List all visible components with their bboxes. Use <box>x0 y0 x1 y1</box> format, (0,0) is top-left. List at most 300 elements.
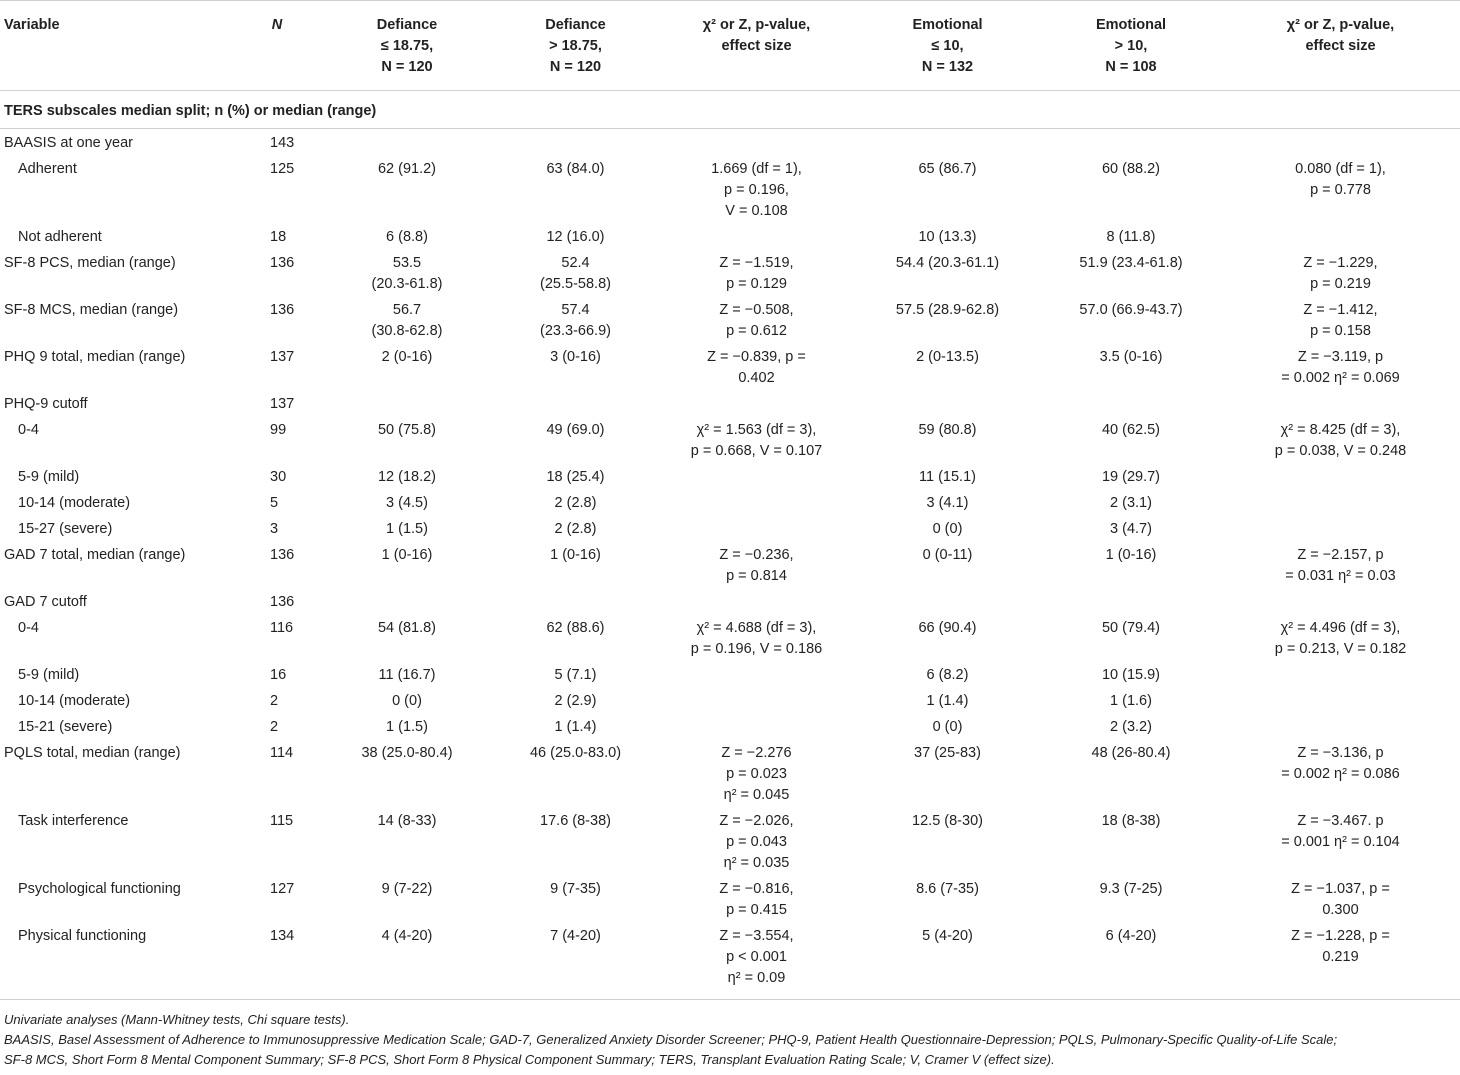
cell-line: 6 (8.8) <box>386 229 428 245</box>
stat-defiance-cell <box>659 463 854 489</box>
stat-defiance-cell <box>659 614 854 661</box>
emotional-high-cell <box>1041 296 1221 343</box>
stat-defiance-cell <box>659 155 854 223</box>
variable-cell: Psychological functioning <box>18 881 181 897</box>
stat-defiance-cell <box>659 687 854 713</box>
defiance-high-cell <box>492 249 659 296</box>
defiance-high-cell <box>492 588 659 614</box>
table-row <box>0 661 1460 687</box>
stat-defiance-cell <box>659 296 854 343</box>
cell-line: p = 0.219 <box>1310 276 1371 292</box>
variable-cell: SF-8 MCS, median (range) <box>4 302 179 318</box>
cell-line: p = 0.612 <box>726 323 787 339</box>
table-row <box>0 541 1460 588</box>
stat-defiance-cell <box>659 922 854 1000</box>
n-cell: 137 <box>270 349 295 365</box>
emotional-low-cell <box>854 875 1041 922</box>
table-row <box>0 922 1460 1000</box>
cell-line: 0 (0-11) <box>922 547 973 563</box>
variable-cell: BAASIS at one year <box>4 135 133 151</box>
emotional-high-cell <box>1041 343 1221 390</box>
n-cell: 2 <box>270 693 279 709</box>
n-cell: 116 <box>270 620 294 636</box>
stat-emotional-cell <box>1221 296 1460 343</box>
col-n: N <box>232 1 322 91</box>
emotional-low-cell <box>854 614 1041 661</box>
cell-line: 14 (8-33) <box>377 813 437 829</box>
variable-cell: 10-14 (moderate) <box>18 693 131 709</box>
stat-defiance-cell <box>659 129 854 156</box>
emotional-high-cell <box>1041 739 1221 807</box>
defiance-high-cell <box>492 463 659 489</box>
defiance-low-cell <box>322 687 492 713</box>
cell-line: (23.3-66.9) <box>540 323 611 339</box>
defiance-low-cell <box>322 807 492 875</box>
cell-line: 66 (90.4) <box>918 620 977 636</box>
emotional-low-cell <box>854 463 1041 489</box>
emotional-high-cell <box>1041 390 1221 416</box>
col-stat-emotional: χ² or Z, p-value, effect size <box>1221 1 1460 91</box>
stat-defiance-cell <box>659 223 854 249</box>
n-cell: 16 <box>270 667 287 683</box>
variable-cell: GAD 7 total, median (range) <box>4 547 186 563</box>
cell-line: 18 (8-38) <box>1101 813 1161 829</box>
n-cell: 143 <box>270 135 295 151</box>
variable-cell: PHQ 9 total, median (range) <box>4 349 186 365</box>
cell-line: Z = −0.839, p = <box>707 349 806 365</box>
cell-line: p = 0.778 <box>1310 182 1371 198</box>
section-row <box>0 91 1460 129</box>
cell-line: 11 (15.1) <box>919 469 976 485</box>
table-row <box>0 463 1460 489</box>
cell-line: Z = −2.026, <box>719 813 794 829</box>
cell-line: p < 0.001 <box>726 949 787 965</box>
defiance-high-cell <box>492 390 659 416</box>
stat-emotional-cell <box>1221 588 1460 614</box>
cell-line: = 0.001 η² = 0.104 <box>1281 834 1400 850</box>
cell-line: 51.9 (23.4-61.8) <box>1079 255 1183 271</box>
table-row <box>0 515 1460 541</box>
cell-line: 1 (0-16) <box>381 547 433 563</box>
cell-line: Z = −3.554, <box>719 928 794 944</box>
emotional-low-cell <box>854 807 1041 875</box>
defiance-high-cell <box>492 875 659 922</box>
cell-line: 50 (75.8) <box>377 422 437 438</box>
variable-cell: 10-14 (moderate) <box>18 495 131 511</box>
n-cell: 134 <box>232 922 322 1000</box>
table-row <box>0 390 1460 416</box>
cell-line: 1 (1.4) <box>926 693 969 709</box>
table-row <box>0 129 1460 156</box>
table-row <box>0 296 1460 343</box>
table-row <box>0 875 1460 922</box>
defiance-high-cell <box>492 296 659 343</box>
cell-line: 1 (1.5) <box>386 521 428 537</box>
cell-line: V = 0.108 <box>725 203 788 219</box>
cell-line: 6 (4-20) <box>1105 928 1157 944</box>
stat-defiance-cell <box>659 713 854 739</box>
cell-line: Z = −0.816, <box>719 881 794 897</box>
cell-line: 0.219 <box>1322 949 1359 965</box>
cell-line: 6 (8.2) <box>926 667 969 683</box>
cell-line: 12 (16.0) <box>546 229 605 245</box>
emotional-low-cell <box>854 713 1041 739</box>
cell-line: 12 (18.2) <box>377 469 437 485</box>
cell-line: Z = −3.136, p <box>1297 745 1384 761</box>
cell-line: p = 0.213, V = 0.182 <box>1274 641 1407 657</box>
cell-line: = 0.002 η² = 0.069 <box>1281 370 1400 386</box>
defiance-low-cell <box>322 922 492 1000</box>
col-emotional-high: Emotional > 10, N = 108 <box>1041 1 1221 91</box>
n-cell: 5 <box>270 495 279 511</box>
emotional-low-cell <box>854 249 1041 296</box>
emotional-high-cell <box>1041 687 1221 713</box>
header-row <box>0 1 1460 91</box>
emotional-low-cell <box>854 541 1041 588</box>
n-cell: 115 <box>270 813 294 829</box>
table-row <box>0 223 1460 249</box>
defiance-high-cell <box>492 129 659 156</box>
cell-line: 8.6 (7-35) <box>916 881 979 897</box>
cell-line: 2 (3.1) <box>1110 495 1152 511</box>
emotional-high-cell <box>1041 713 1221 739</box>
variable-cell: PQLS total, median (range) <box>4 745 181 761</box>
cell-line: 1 (1.6) <box>1110 693 1152 709</box>
cell-line: p = 0.043 <box>726 834 787 850</box>
stat-emotional-cell <box>1221 515 1460 541</box>
defiance-high-cell <box>492 541 659 588</box>
cell-line: Z = −1.228, p = <box>1291 928 1390 944</box>
n-cell: 136 <box>270 547 295 563</box>
cell-line: 10 (13.3) <box>918 229 977 245</box>
cell-line: 1 (0-16) <box>550 547 601 563</box>
n-cell: 136 <box>270 255 295 271</box>
variable-cell: Physical functioning <box>0 922 232 1000</box>
defiance-low-cell <box>322 541 492 588</box>
stat-emotional-cell <box>1221 223 1460 249</box>
variable-cell: 15-21 (severe) <box>18 719 113 735</box>
cell-line: η² = 0.035 <box>723 855 790 871</box>
stat-defiance-cell <box>659 541 854 588</box>
cell-line: 2 (2.9) <box>554 693 597 709</box>
cell-line: 17.6 (8-38) <box>540 813 611 829</box>
defiance-high-cell <box>492 739 659 807</box>
col-stat-defiance: χ² or Z, p-value, effect size <box>659 1 854 91</box>
defiance-low-cell <box>322 661 492 687</box>
defiance-low-cell <box>322 713 492 739</box>
stat-defiance-cell <box>659 416 854 463</box>
n-cell: 18 <box>270 229 287 245</box>
stat-defiance-cell <box>659 875 854 922</box>
stat-defiance-cell <box>659 515 854 541</box>
col-defiance-high: Defiance > 18.75, N = 120 <box>492 1 659 91</box>
cell-line: 62 (88.6) <box>546 620 605 636</box>
cell-line: χ² = 8.425 (df = 3), <box>1280 422 1401 438</box>
cell-line: p = 0.196, V = 0.186 <box>690 641 823 657</box>
cell-line: 12.5 (8-30) <box>912 813 983 829</box>
cell-line: = 0.002 η² = 0.086 <box>1281 766 1400 782</box>
defiance-low-cell <box>322 249 492 296</box>
variable-cell: Task interference <box>18 813 129 829</box>
cell-line: 2 (3.2) <box>1110 719 1152 735</box>
cell-line: 5 (4-20) <box>922 928 973 944</box>
variable-cell: Not adherent <box>18 229 102 245</box>
table-row <box>0 588 1460 614</box>
emotional-low-cell <box>854 223 1041 249</box>
cell-line: 57.0 (66.9-43.7) <box>1079 302 1183 318</box>
variable-cell: 15-27 (severe) <box>18 521 113 537</box>
cell-line: = 0.031 η² = 0.03 <box>1285 568 1396 584</box>
cell-line: 2 (0-16) <box>381 349 433 365</box>
cell-line: 49 (69.0) <box>546 422 605 438</box>
cell-line: p = 0.158 <box>1310 323 1371 339</box>
emotional-low-cell <box>854 155 1041 223</box>
variable-cell: 5-9 (mild) <box>18 469 80 485</box>
cell-line: 18 (25.4) <box>546 469 605 485</box>
emotional-high-cell <box>1041 614 1221 661</box>
defiance-low-cell <box>322 296 492 343</box>
emotional-low-cell <box>854 687 1041 713</box>
n-cell: 99 <box>270 422 287 438</box>
defiance-high-cell <box>492 614 659 661</box>
defiance-high-cell <box>492 343 659 390</box>
cell-line: 46 (25.0-83.0) <box>529 745 622 761</box>
variable-cell: SF-8 PCS, median (range) <box>4 255 176 271</box>
stat-defiance-cell <box>659 661 854 687</box>
cell-line: Z = −3.119, p <box>1297 349 1384 365</box>
table-row <box>0 249 1460 296</box>
table-row <box>0 687 1460 713</box>
emotional-low-cell <box>854 489 1041 515</box>
emotional-low-cell <box>854 296 1041 343</box>
cell-line: 7 (4-20) <box>550 928 601 944</box>
cell-line: 1 (1.4) <box>554 719 597 735</box>
emotional-low-cell <box>854 588 1041 614</box>
n-cell: 3 <box>270 521 279 537</box>
emotional-high-cell <box>1041 249 1221 296</box>
emotional-high-cell <box>1041 129 1221 156</box>
defiance-high-cell <box>492 416 659 463</box>
n-cell: 137 <box>270 396 295 412</box>
cell-line: 62 (91.2) <box>377 161 437 177</box>
stat-emotional-cell <box>1221 249 1460 296</box>
cell-line: Z = −2.276 <box>721 745 792 761</box>
emotional-high-cell <box>1041 922 1221 1000</box>
emotional-low-cell <box>854 129 1041 156</box>
cell-line: p = 0.023 <box>726 766 787 782</box>
stat-emotional-cell <box>1221 713 1460 739</box>
defiance-low-cell <box>322 155 492 223</box>
cell-line: χ² = 4.496 (df = 3), <box>1280 620 1401 636</box>
defiance-high-cell <box>492 807 659 875</box>
variable-cell: 0-4 <box>18 422 39 438</box>
stat-emotional-cell <box>1221 390 1460 416</box>
emotional-high-cell <box>1041 807 1221 875</box>
cell-line: 9 (7-22) <box>381 881 433 897</box>
emotional-high-cell <box>1041 463 1221 489</box>
stat-defiance-cell <box>659 739 854 807</box>
stat-emotional-cell <box>1221 739 1460 807</box>
cell-line: 0.402 <box>738 370 775 386</box>
defiance-low-cell <box>322 739 492 807</box>
emotional-high-cell <box>1041 661 1221 687</box>
cell-line: p = 0.129 <box>726 276 787 292</box>
defiance-low-cell <box>322 223 492 249</box>
cell-line: 0 (0) <box>932 521 963 537</box>
cell-line: 8 (11.8) <box>1106 229 1156 245</box>
cell-line: 9.3 (7-25) <box>1099 881 1163 897</box>
stat-emotional-cell <box>1221 489 1460 515</box>
col-emotional-low: Emotional ≤ 10, N = 132 <box>854 1 1041 91</box>
cell-line: 53.5 <box>392 255 422 271</box>
col-variable: Variable <box>0 1 232 91</box>
defiance-high-cell <box>492 155 659 223</box>
cell-line: 40 (62.5) <box>1101 422 1161 438</box>
cell-line: 52.4 <box>561 255 590 271</box>
cell-line: 1.669 (df = 1), <box>711 161 802 177</box>
cell-line: χ² = 1.563 (df = 3), <box>696 422 817 438</box>
cell-line: χ² = 4.688 (df = 3), <box>696 620 817 636</box>
emotional-low-cell <box>854 416 1041 463</box>
cell-line: 3 (0-16) <box>550 349 601 365</box>
stat-emotional-cell <box>1221 155 1460 223</box>
cell-line: 38 (25.0-80.4) <box>361 745 453 761</box>
cell-line: p = 0.038, V = 0.248 <box>1274 443 1407 459</box>
defiance-low-cell <box>322 515 492 541</box>
emotional-high-cell <box>1041 155 1221 223</box>
emotional-high-cell <box>1041 588 1221 614</box>
cell-line: 11 (16.7) <box>378 667 436 683</box>
variable-cell: PHQ-9 cutoff <box>4 396 88 412</box>
cell-line: p = 0.814 <box>726 568 787 584</box>
table-row <box>0 614 1460 661</box>
cell-line: 9 (7-35) <box>550 881 601 897</box>
emotional-high-cell <box>1041 541 1221 588</box>
stat-emotional-cell <box>1221 687 1460 713</box>
stat-emotional-cell <box>1221 463 1460 489</box>
stat-emotional-cell <box>1221 614 1460 661</box>
stat-emotional-cell <box>1221 922 1460 1000</box>
defiance-low-cell <box>322 463 492 489</box>
cell-line: p = 0.668, V = 0.107 <box>690 443 823 459</box>
defiance-low-cell <box>322 390 492 416</box>
cell-line: Z = −1.519, <box>719 255 794 271</box>
cell-line: p = 0.415 <box>726 902 787 918</box>
cell-line: (30.8-62.8) <box>371 323 443 339</box>
emotional-low-cell <box>854 390 1041 416</box>
variable-cell: Adherent <box>18 161 77 177</box>
cell-line: 2 (2.8) <box>554 521 597 537</box>
table-body <box>0 91 1460 1000</box>
stat-emotional-cell <box>1221 661 1460 687</box>
table-row <box>0 713 1460 739</box>
n-cell: 136 <box>270 594 295 610</box>
cell-line: 0.300 <box>1322 902 1359 918</box>
stat-defiance-cell <box>659 390 854 416</box>
cell-line: Z = −1.412, <box>1303 302 1378 318</box>
defiance-low-cell <box>322 588 492 614</box>
cell-line: 3 (4.7) <box>1110 521 1152 537</box>
stat-defiance-cell <box>659 807 854 875</box>
table-row <box>0 807 1460 875</box>
stat-defiance-cell <box>659 588 854 614</box>
cell-line: 1 (0-16) <box>1105 547 1157 563</box>
cell-line: 63 (84.0) <box>546 161 605 177</box>
stat-emotional-cell <box>1221 416 1460 463</box>
table-row <box>0 739 1460 807</box>
n-cell: 127 <box>270 881 295 897</box>
cell-line: 2 (0-13.5) <box>916 349 979 365</box>
variable-cell: 5-9 (mild) <box>18 667 80 683</box>
cell-line: 3 (4.5) <box>386 495 428 511</box>
variable-cell: 0-4 <box>18 620 39 636</box>
cell-line: 54 (81.8) <box>377 620 437 636</box>
emotional-low-cell <box>854 661 1041 687</box>
n-cell: 136 <box>270 302 295 318</box>
cell-line: η² = 0.045 <box>723 787 790 803</box>
emotional-high-cell <box>1041 416 1221 463</box>
defiance-low-cell <box>322 875 492 922</box>
defiance-low-cell <box>322 489 492 515</box>
cell-line: Z = −1.037, p = <box>1291 881 1390 897</box>
emotional-high-cell <box>1041 875 1221 922</box>
n-cell: 30 <box>270 469 287 485</box>
table-row <box>0 416 1460 463</box>
cell-line: 3.5 (0-16) <box>1099 349 1163 365</box>
cell-line: η² = 0.09 <box>727 970 786 986</box>
stat-emotional-cell <box>1221 807 1460 875</box>
stat-defiance-cell <box>659 249 854 296</box>
cell-line: 1 (1.5) <box>386 719 428 735</box>
table-row <box>0 343 1460 390</box>
stat-emotional-cell <box>1221 129 1460 156</box>
cell-line: 4 (4-20) <box>381 928 433 944</box>
table-row <box>0 155 1460 223</box>
cell-line: 0 (0) <box>392 693 422 709</box>
cell-line: 65 (86.7) <box>918 161 977 177</box>
defiance-high-cell <box>492 223 659 249</box>
cell-line: Z = −0.508, <box>719 302 794 318</box>
defiance-high-cell <box>492 489 659 515</box>
cell-line: 59 (80.8) <box>918 422 977 438</box>
defiance-high-cell <box>492 515 659 541</box>
defiance-low-cell <box>322 614 492 661</box>
n-cell: 2 <box>270 719 279 735</box>
table-row <box>0 489 1460 515</box>
cell-line: 0 (0) <box>932 719 963 735</box>
defiance-low-cell <box>322 343 492 390</box>
stat-emotional-cell <box>1221 343 1460 390</box>
defiance-high-cell <box>492 713 659 739</box>
cell-line: 10 (15.9) <box>1101 667 1161 683</box>
n-cell: 114 <box>270 745 294 761</box>
table-footer <box>0 1000 1460 1070</box>
cell-line: 57.5 (28.9-62.8) <box>895 302 1000 318</box>
stat-defiance-cell <box>659 489 854 515</box>
cell-line: (25.5-58.8) <box>540 276 611 292</box>
footer-abbreviations-2: SF-8 MCS, Short Form 8 Mental Component Summary; SF-8 PCS, Short Form 8 Physical Component Summary; TERS, Transplant Evaluation Rating Scale; V, Cramer V (effect size). <box>4 1052 1055 1067</box>
stat-defiance-cell <box>659 343 854 390</box>
cell-line: 5 (7.1) <box>554 667 597 683</box>
cell-line: 19 (29.7) <box>1101 469 1161 485</box>
emotional-high-cell <box>1041 489 1221 515</box>
variable-cell: GAD 7 cutoff <box>4 594 87 610</box>
defiance-high-cell <box>492 687 659 713</box>
cell-line: 50 (79.4) <box>1101 620 1161 636</box>
defiance-low-cell <box>322 416 492 463</box>
footer-note: Univariate analyses (Mann-Whitney tests, Chi square tests). <box>4 1012 350 1027</box>
col-defiance-low: Defiance ≤ 18.75, N = 120 <box>322 1 492 91</box>
